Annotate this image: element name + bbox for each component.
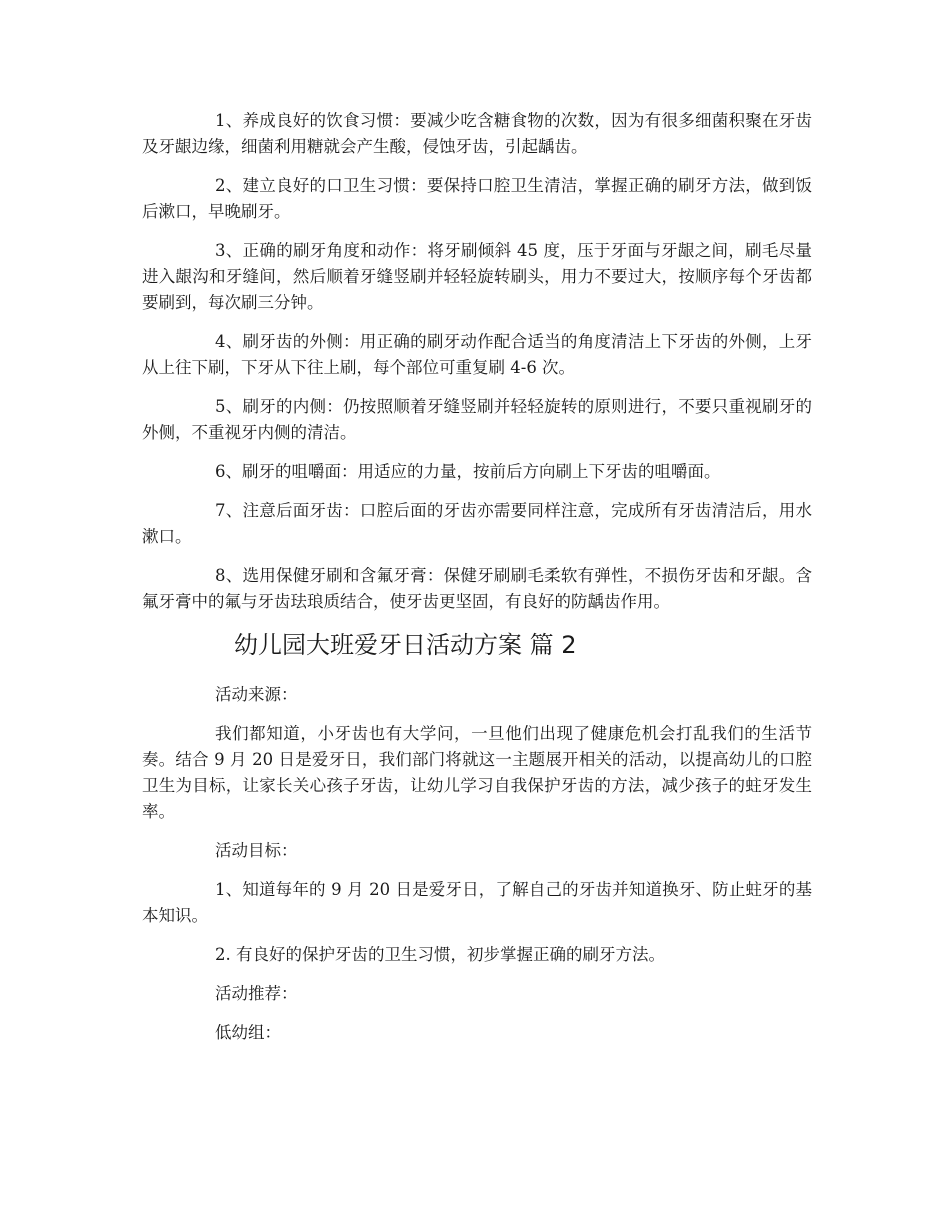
activity-goal-label: 活动目标：	[215, 841, 298, 860]
paragraph-2: 2、建立良好的口卫生习惯：要保持口腔卫生清洁，掌握正确的刷牙方法，做到饭后漱口，早晚刷牙。	[142, 176, 812, 221]
paragraph-1: 1、养成良好的饮食习惯：要减少吃含糖食物的次数，因为有很多细菌积聚在牙齿及牙龈边缘，细菌利用糖就会产生酸，侵蚀牙齿，引起龋齿。	[142, 111, 812, 156]
paragraph-4: 4、刷牙齿的外侧：用正确的刷牙动作配合适当的角度清洁上下牙齿的外侧，上牙从上往下刷，下牙从下往上刷，每个部位可重复刷 4-6 次。	[142, 332, 812, 377]
paragraph-7: 7、注意后面牙齿：口腔后面的牙齿亦需要同样注意，完成所有牙齿清洁后，用水漱口。	[142, 501, 812, 546]
section-title: 幼儿园大班爱牙日活动方案 篇 2	[234, 631, 577, 659]
activity-goal-2: 2. 有良好的保护牙齿的卫生习惯，初步掌握正确的刷牙方法。	[215, 945, 665, 964]
paragraph-6: 6、刷牙的咀嚼面：用适应的力量，按前后方向刷上下牙齿的咀嚼面。	[215, 462, 721, 481]
activity-source-text: 我们都知道，小牙齿也有大学问，一旦他们出现了健康危机会打乱我们的生活节奏。结合 9 月 20 日是爱牙日，我们部门将就这一主题展开相关的活动，以提高幼儿的口腔卫生为目标，让家长关心孩子牙齿，让幼儿学习自我保护牙齿的方法，减少孩子的蛀牙发生率。	[142, 724, 812, 821]
paragraph-3: 3、正确的刷牙角度和动作：将牙刷倾斜 45 度，压于牙面与牙龈之间，刷毛尽量进入龈沟和牙缝间，然后顺着牙缝竖刷并轻轻旋转刷头，用力不要过大，按顺序每个牙齿都要刷到，每次刷三分钟。	[142, 241, 812, 312]
low-age-group-label: 低幼组：	[215, 1023, 281, 1042]
paragraph-8: 8、选用保健牙刷和含氟牙膏：保健牙刷刷毛柔软有弹性，不损伤牙齿和牙龈。含氟牙膏中的氟与牙齿珐琅质结合，使牙齿更坚固，有良好的防龋齿作用。	[142, 566, 812, 611]
activity-goal-1: 1、知道每年的 9 月 20 日是爱牙日，了解自己的牙齿并知道换牙、防止蛀牙的基本知识。	[142, 880, 812, 925]
paragraph-5: 5、刷牙的内侧：仍按照顺着牙缝竖刷并轻轻旋转的原则进行，不要只重视刷牙的外侧，不重视牙内侧的清洁。	[142, 397, 812, 442]
activity-recommend-label: 活动推荐：	[215, 984, 298, 1003]
document-page	[142, 108, 812, 1059]
activity-source-label: 活动来源：	[215, 685, 298, 704]
